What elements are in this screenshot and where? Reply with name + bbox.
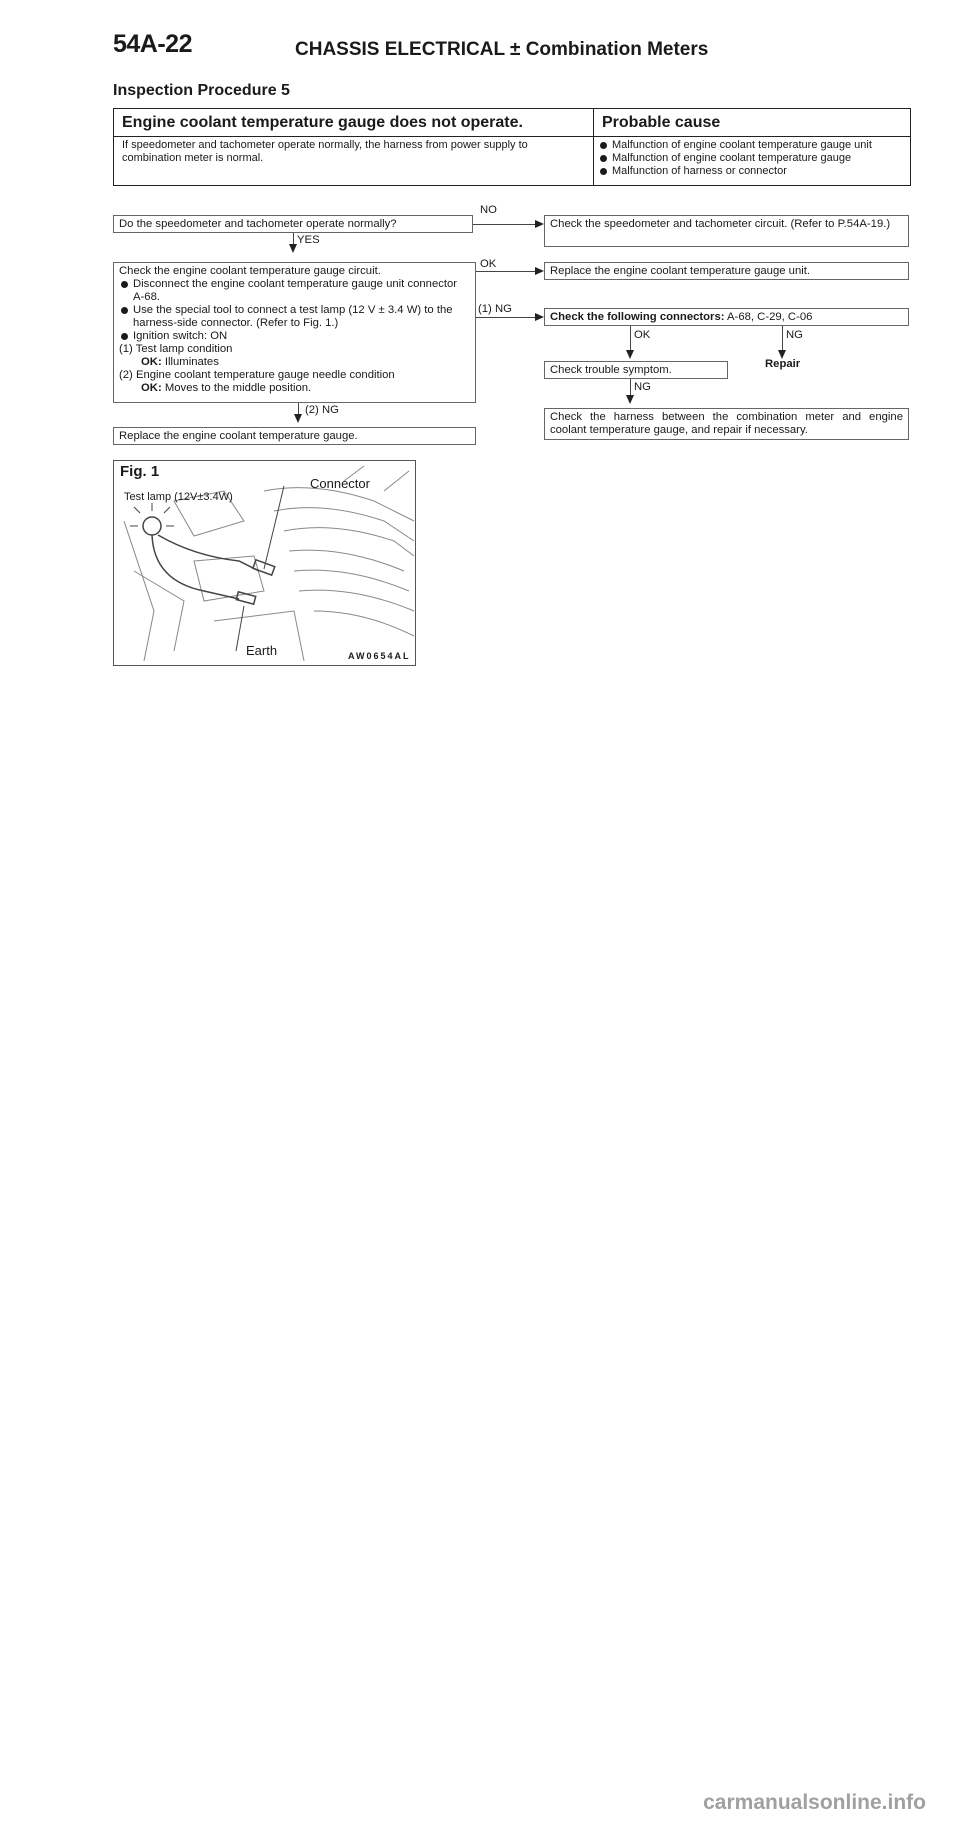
cause-header: Probable cause	[594, 109, 910, 137]
step2-bullet: Disconnect the engine coolant temperature gauge unit connector A-68.	[119, 278, 470, 304]
step2-ok-box: Replace the engine coolant temperature gauge unit.	[544, 262, 909, 280]
step1-box: Do the speedometer and tachometer operate normally?	[113, 215, 473, 233]
ok-text: Illuminates	[164, 356, 219, 368]
figure-1	[113, 460, 416, 666]
cause-item: Malfunction of harness or connector	[598, 165, 908, 178]
label-ok: OK	[480, 258, 497, 270]
table-divider	[593, 109, 594, 185]
arrow-down-icon	[289, 244, 297, 253]
step2-bullet: Ignition switch: ON	[119, 330, 470, 343]
repair-text: Repair	[765, 358, 801, 370]
step3-box	[544, 308, 909, 326]
label-no: NO	[480, 204, 497, 216]
step2-box	[113, 262, 476, 403]
arrow-right-icon	[535, 313, 544, 321]
figure-title: Fig. 1	[120, 463, 160, 480]
symptom-table	[113, 108, 911, 186]
figure-label-connector: Connector	[310, 476, 370, 491]
connector-line	[630, 326, 631, 352]
section-title: CHASSIS ELECTRICAL ± Combination Meters	[295, 39, 709, 60]
connector-line	[473, 224, 537, 225]
step4-box: Check trouble symptom.	[544, 361, 728, 379]
step2-2ng-box: Replace the engine coolant temperature gauge.	[113, 427, 476, 445]
arrow-right-icon	[535, 220, 544, 228]
ok-text: Moves to the middle position.	[164, 382, 312, 394]
arrow-down-icon	[626, 350, 634, 359]
procedure-title: Inspection Procedure 5	[113, 82, 290, 99]
step2-bullet: Use the special tool to connect a test lamp (12 V ± 3.4 W) to the harness-side connector. (Refer to Fig. 1.)	[119, 304, 470, 330]
page-number: 54A-22	[113, 30, 192, 58]
label-ok2: OK	[634, 329, 651, 341]
cause-item: Malfunction of engine coolant temperature gauge	[598, 152, 908, 165]
connector-line	[476, 317, 537, 318]
ok-label: OK:	[141, 356, 162, 368]
arrow-right-icon	[535, 267, 544, 275]
cause-list	[598, 139, 908, 178]
connector-line	[782, 326, 783, 352]
label-yes: YES	[297, 234, 320, 246]
step2-item2-ok	[119, 382, 470, 395]
step5-box: Check the harness between the combination meter and engine coolant temperature gauge, and repair if necessary.	[544, 408, 909, 440]
ok-label: OK:	[141, 382, 162, 394]
step3-value: A-68, C-29, C-06	[727, 311, 813, 323]
symptom-header: Engine coolant temperature gauge does not operate.	[114, 109, 593, 137]
cause-item: Malfunction of engine coolant temperature gauge unit	[598, 139, 908, 152]
arrow-down-icon	[626, 395, 634, 404]
step1-no-box: Check the speedometer and tachometer circuit. (Refer to P.54A-19.)	[544, 215, 909, 247]
label-ng3: NG	[634, 381, 651, 393]
step2-item1: (1) Test lamp condition	[119, 343, 233, 355]
symptom-text: If speedometer and tachometer operate normally, the harness from power supply to combination meter is normal.	[122, 139, 528, 164]
label-2ng: (2) NG	[305, 404, 339, 416]
figure-label-earth: Earth	[246, 643, 278, 658]
step3-label: Check the following connectors:	[550, 311, 725, 323]
label-ng2: NG	[786, 329, 803, 341]
watermark: carmanualsonline.info	[703, 1791, 926, 1814]
figure-code: AW0654AL	[348, 651, 411, 661]
step2-item1-ok	[119, 356, 470, 369]
figure-label-lamp: Test lamp (12V±3.4W)	[124, 491, 233, 503]
step2-title: Check the engine coolant temperature gauge circuit.	[119, 265, 381, 277]
arrow-down-icon	[294, 414, 302, 423]
connector-line	[476, 271, 537, 272]
step2-item2: (2) Engine coolant temperature gauge needle condition	[119, 369, 395, 381]
label-1ng: (1) NG	[478, 303, 512, 315]
